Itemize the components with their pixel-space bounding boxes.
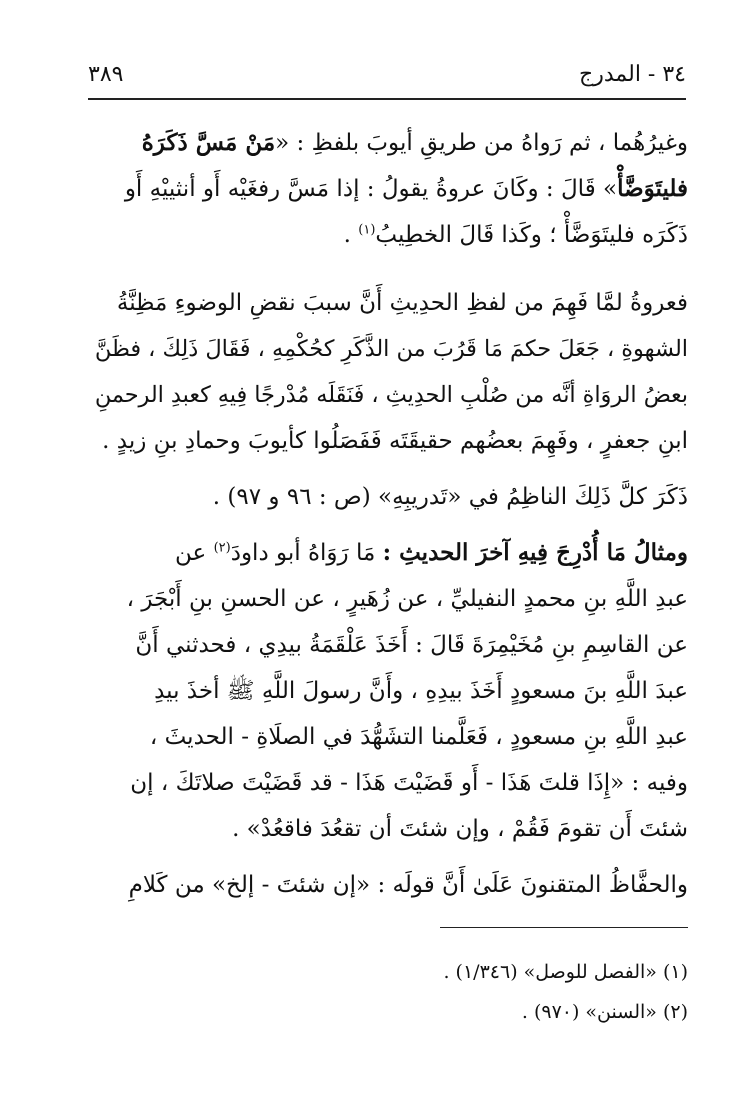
page-number: ٣٨٩: [88, 62, 124, 87]
paragraph-5: [82, 862, 688, 908]
footnote-ref: (١): [358, 222, 376, 238]
running-header: [88, 58, 686, 96]
hadith-quote: مَنْ مَسَّ ذَكَرَهُ: [141, 129, 276, 156]
text-line: بعضُ الروَاةِ أنَّه من صُلْبِ الحدِيثِ ، فَنَقَلَه مُدْرجًا فِيهِ كعبدِ الرحمنِ: [94, 382, 688, 408]
paragraph-1: [82, 120, 688, 258]
footnote-divider: [440, 927, 688, 928]
text-line: ابنِ جعفرٍ ، وفَهِمَ بعضُهم حقيقَتَه فَفَصَلُوا كأيوبَ وحمادِ بنِ زيدٍ .: [102, 428, 688, 454]
main-text: [82, 120, 688, 908]
text-line: ذَكَرَ كلَّ ذَلِكَ الناظِمُ في «تَدريبِهِ» (ص : ٩٦ و ٩٧) .: [212, 484, 688, 510]
footnote-2: (٢) «السنن» (٩٧٠) .: [521, 1001, 688, 1023]
text-line: وفيه : «إِذَا قلتَ هَذَا - أَو قَضَيْتَ هَذَا - قد قَضَيْتَ صلاتَكَ ، إن: [130, 770, 688, 796]
text-line: عن القاسِمِ بنِ مُخَيْمِرَةَ قَالَ : أَخَذَ عَلْقَمَةُ بيدِي ، فحدثني أَنَّ: [135, 632, 688, 658]
text-line: عبدِ اللَّهِ بنِ مسعودٍ ، فَعَلَّمنا التشَهُّدَ في الصلَاةِ - الحديثَ ،: [149, 724, 688, 750]
text-line: ذَكَرَه فليتَوَضَّأْ ؛ وكَذا قَالَ الخطِيبُ$^{(١)}$ .: [343, 222, 688, 248]
text-line: شئتَ أَن تقومَ فَقُمْ ، وإن شئتَ أن تقعُدَ فاقعُدْ» .: [232, 816, 688, 842]
footnotes: [82, 952, 688, 1032]
text-line: فعروةُ لمَّا فَهِمَ من لفظِ الحدِيثِ أَنَّ سببَ نقضِ الوضوءِ مَظِنَّةُ: [116, 290, 688, 316]
text-line: وغيرُهُما ، ثم رَواهُ من طريقِ أيوبَ بلفظِ : «مَنْ مَسَّ ذَكَرَهُ: [141, 129, 688, 156]
text-line: والحفَّاظُ المتقنونَ عَلَىٰ أَنَّ قولَه : «إن شئتَ - إلخ» من كَلامِ: [128, 872, 688, 898]
hadith-quote: فليتَوَضَّأْ: [617, 175, 688, 202]
paragraph-2: [82, 280, 688, 464]
text-line: فليتَوَضَّأْ» قَالَ : وكَانَ عروةُ يقولُ : إذا مَسَّ رفغَيْه أَو أنثييْهِ أَو: [124, 175, 688, 202]
chapter-title: ٣٤ - المدرج: [579, 62, 686, 87]
paragraph-4: [82, 530, 688, 852]
text-line: الشهوةِ ، جَعَلَ حكمَ مَا قَرُبَ من الذَّكَرِ كحُكْمِهِ ، فَقَالَ ذَلِكَ ، فظَنَّ: [94, 336, 688, 362]
paragraph-3: [82, 474, 688, 520]
text-line: عبدِ اللَّهِ بنِ محمدٍ النفيليِّ ، عن زُهَيرٍ ، عن الحسنِ بنِ أَبْجَرَ ،: [126, 586, 688, 612]
text-line: عبدَ اللَّهِ بنَ مسعودٍ أَخَذَ بيدِهِ ، وأَنَّ رسولَ اللَّهِ ﷺ أخذَ بيدِ: [154, 678, 688, 704]
footnote-ref: (٢): [213, 540, 231, 556]
header-divider: [88, 98, 686, 100]
footnote-1: (١) «الفصل للوصل» (١/٣٤٦) .: [443, 961, 688, 983]
section-lead: ومثالُ مَا أُدْرِجَ فِيهِ آخرَ الحديثِ :: [382, 539, 688, 566]
text-line: ومثالُ مَا أُدْرِجَ فِيهِ آخرَ الحديثِ : مَا رَوَاهُ أبو داودَ$^{(٢)}$ عن: [175, 539, 688, 566]
